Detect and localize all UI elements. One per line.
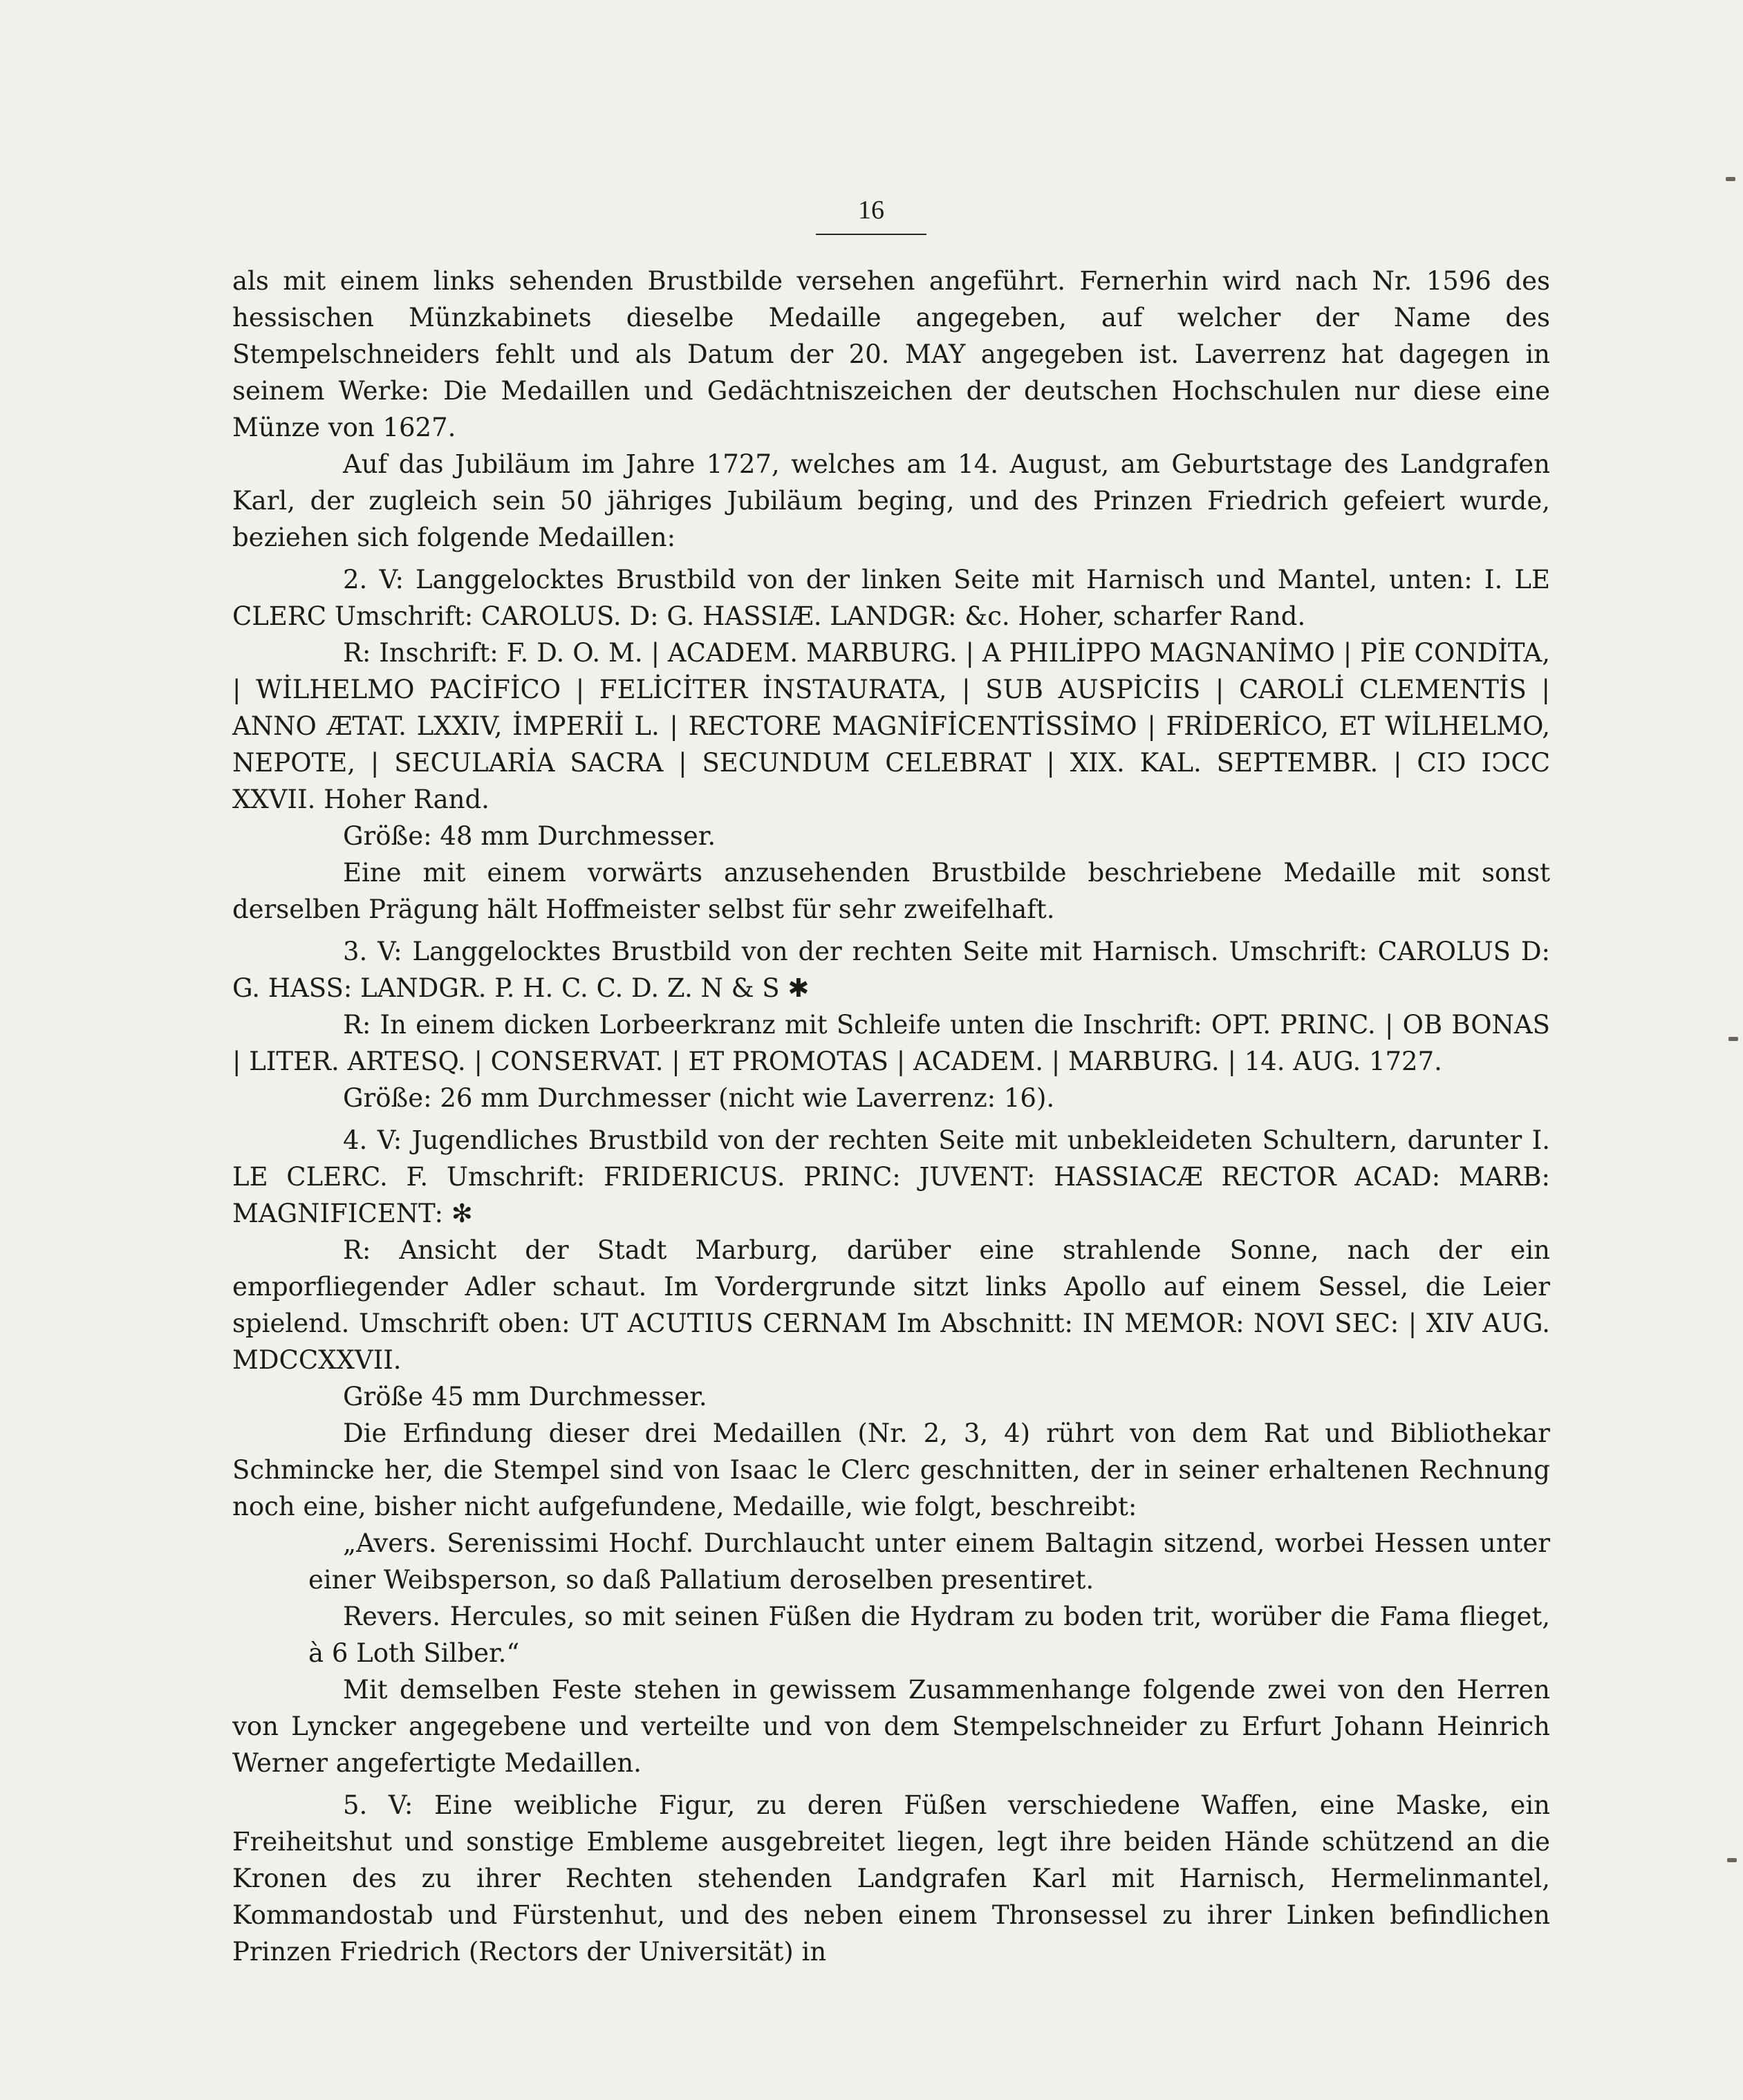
quote-avers: „Avers. Serenissimi Hochf. Durchlaucht unter einem Baltagin sitzend, worbei Hessen unter einer Weibsperson, so daß Pallatium deroselben presentiret. [308,1528,1550,1595]
paragraph-continuation: als mit einem links sehenden Brustbilde versehen angeführt. Fernerhin wird nach Nr. 1596 des hessischen Münzkabinets dieselbe Medaille angegeben, auf welcher der Name des Stempelschneiders fehlt und als Datum der 20. MAY angegeben ist. Laverrenz hat dagegen in seinem Werke: Die Medaillen und Gedächtniszeichen der deutschen Hochschulen nur diese eine Münze von 1627. [232,266,1550,442]
medal-2-size: Größe: 48 mm Durchmesser. [343,821,716,851]
medal-4-reverse: R: Ansicht der Stadt Marburg, darüber eine strahlende Sonne, nach der ein emporfliegender Adler schaut. Im Vordergrunde sitzt links Apollo auf einem Sessel, die Leier spielend. Umschrift oben: UT ACUTIUS CERNAM Im Abschnitt: IN MEMOR: NOVI SEC: | XIV AUG. MDCCXXVII. [232,1235,1550,1375]
paragraph-invention: Die Erfindung dieser drei Medaillen (Nr. 2, 3, 4) rührt von dem Rat und Bibliothekar Schmincke her, die Stempel sind von Isaac le Clerc geschnitten, der in seiner erhaltenen Rechnung noch eine, bisher nicht aufgefundene, Medaille, wie folgt, beschreibt: [232,1418,1550,1521]
medal-5-obverse: 5. V: Eine weibliche Figur, zu deren Füßen verschiedene Waffen, eine Maske, ein Freiheitshut und sonstige Embleme ausgebreitet liegen, legt ihre beiden Hände schützend an die Kronen des zu ihrer Rechten stehenden Landgrafen Karl mit Harnisch, Hermelinmantel, Kommandostab und Fürstenhut, und des neben einem Thronsessel zu ihrer Linken befindlichen Prinzen Friedrich (Rectors der Universität) in [232,1790,1550,1967]
margin-mark [1727,1858,1737,1862]
medal-4-size: Größe 45 mm Durchmesser. [343,1382,707,1412]
medal-4-obverse: 4. V: Jugendliches Brustbild von der rechten Seite mit unbekleideten Schultern, darunter I. LE CLERC. F. Umschrift: FRIDERICUS. PRINC: JUVENT: HASSIACÆ RECTOR ACAD: MARB: MAGNIFICENT: ✻ [232,1125,1550,1228]
medal-2-obverse: 2. V: Langgelocktes Brustbild von der linken Seite mit Harnisch und Mantel, unten: I. LE CLERC Umschrift: CAROLUS. D: G. HASSIÆ. LANDGR: &c. Hoher, scharfer Rand. [232,565,1550,631]
medal-3-obverse: 3. V: Langgelocktes Brustbild von der rechten Seite mit Harnisch. Umschrift: CAROLUS D: G. HASS: LANDGR. P. H. C. C. D. Z. N & S ✱ [232,937,1550,1003]
medal-3-size: Größe: 26 mm Durchmesser (nicht wie Laverrenz: 16). [343,1083,1055,1113]
page-number-rule [816,234,926,235]
body-text [232,263,1550,1967]
medal-2-note: Eine mit einem vorwärts anzusehenden Brustbilde beschriebene Medaille mit sonst derselben Prägung hält Hoffmeister selbst für sehr zweifelhaft. [232,858,1550,924]
margin-mark [1726,177,1735,181]
quote-revers: Revers. Hercules, so mit seinen Füßen die Hydram zu boden trit, worüber die Fama flieget, à 6 Loth Silber.“ [308,1602,1550,1668]
paragraph-jubilee-intro: Auf das Jubiläum im Jahre 1727, welches am 14. August, am Geburtstage des Landgrafen Karl, der zugleich sein 50 jähriges Jubiläum beging, und des Prinzen Friedrich gefeiert wurde, beziehen sich folgende Medaillen: [232,449,1550,552]
medal-2-reverse: R: Inschrift: F. D. O. M. | ACADEM. MARBURG. | A PHILİPPO MAGNANİMO | PİE CONDİTA, | WİLHELMO PACİFİCO | FELİCİTER İNSTAURATA, | SUB AUSPİCİIS | CAROLİ CLEMENTİS | ANNO ÆTAT. LXXIV, İMPERİİ L. | RECTORE MAGNİFİCENTİSSİMO | FRİDERİCO, ET WİLHELMO, NEPOTE, | SECULARİA SACRA | SECUNDUM CELEBRAT | XIX. KAL. SEPTEMBR. | CIↃ IↃCC XXVII. Hoher Rand. [232,638,1550,814]
page-number: 16 [858,196,884,225]
medal-3-reverse: R: In einem dicken Lorbeerkranz mit Schleife unten die Inschrift: OPT. PRINC. | OB BONAS | LITER. ARTESQ. | CONSERVAT. | ET PROMOTAS | ACADEM. | MARBURG. | 14. AUG. 1727. [232,1010,1550,1076]
margin-mark [1728,1037,1738,1041]
paragraph-lyncker: Mit demselben Feste stehen in gewissem Zusammenhange folgende zwei von den Herren von Lyncker angegebene und verteilte und von dem Stempelschneider zu Erfurt Johann Heinrich Werner angefertigte Medaillen. [232,1675,1550,1778]
